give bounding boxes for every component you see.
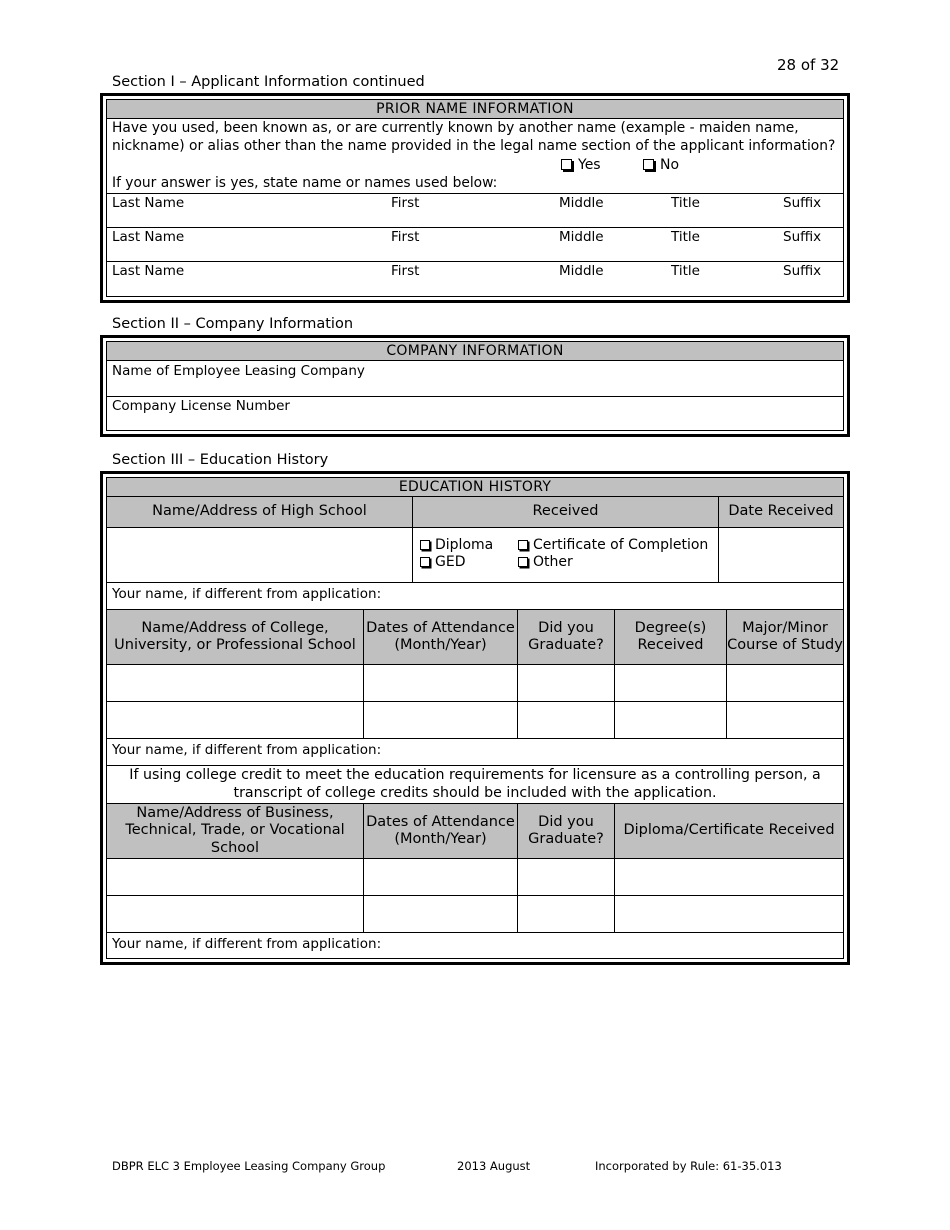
ged-option[interactable] <box>420 554 465 570</box>
last-name-label: Last Name <box>112 229 185 245</box>
prior-name-question-line2: nickname) or alias other than the name provided in the legal name section of the applicant information? <box>112 138 836 154</box>
certificate-label: Certificate of Completion <box>533 537 709 553</box>
col-date-received: Date Received <box>728 503 834 520</box>
col-college-degree: Degree(s) Received <box>634 619 707 653</box>
company-license-label: Company License Number <box>112 398 290 414</box>
section-1-title: Section I – Applicant Information continued <box>112 74 425 90</box>
col-vocational-name: Name/Address of Business, Technical, Trade, or Vocational School <box>125 804 345 856</box>
middle-name-label: Middle <box>559 195 604 211</box>
title-label: Title <box>671 229 700 245</box>
suffix-label: Suffix <box>783 229 822 245</box>
first-name-label: First <box>391 229 420 245</box>
col-college-graduate: Did you Graduate? <box>528 619 604 653</box>
company-info-section <box>100 335 850 437</box>
no-option[interactable] <box>643 157 679 173</box>
col-vocational-diploma: Diploma/Certificate Received <box>623 822 835 839</box>
title-label: Title <box>671 195 700 211</box>
col-received: Received <box>532 503 599 520</box>
col-college-major: Major/Minor Course of Study <box>727 619 843 653</box>
first-name-label: First <box>391 263 420 279</box>
middle-name-label: Middle <box>559 229 604 245</box>
col-vocational-dates: Dates of Attendance (Month/Year) <box>366 813 515 847</box>
vocational-entry-row[interactable] <box>107 896 843 932</box>
title-label: Title <box>671 263 700 279</box>
vocational-entry-row[interactable] <box>107 859 843 895</box>
col-college-dates: Dates of Attendance (Month/Year) <box>366 619 515 653</box>
last-name-label: Last Name <box>112 263 185 279</box>
page-number: 28 of 32 <box>777 56 840 74</box>
company-name-label: Name of Employee Leasing Company <box>112 363 365 379</box>
last-name-label: Last Name <box>112 195 185 211</box>
diploma-option[interactable] <box>420 537 493 553</box>
certificate-checkbox[interactable] <box>518 540 528 550</box>
other-checkbox[interactable] <box>518 557 528 567</box>
college-credit-note: If using college credit to meet the education requirements for licensure as a controlling person, a transcript of college credits should be included with the application. <box>129 767 821 801</box>
yes-option[interactable] <box>561 157 601 173</box>
college-entry-row[interactable] <box>107 702 843 738</box>
prior-name-section <box>100 93 850 303</box>
ged-checkbox[interactable] <box>420 557 430 567</box>
prior-name-header: PRIOR NAME INFORMATION <box>107 100 843 119</box>
suffix-label: Suffix <box>783 195 822 211</box>
section-2-title: Section II – Company Information <box>112 316 354 332</box>
footer-rule: Incorporated by Rule: 61-35.013 <box>595 1159 782 1173</box>
college-entry-row[interactable] <box>107 665 843 701</box>
footer-form-name: DBPR ELC 3 Employee Leasing Company Group <box>112 1159 386 1173</box>
col-vocational-graduate: Did you Graduate? <box>528 813 604 847</box>
yes-label: Yes <box>578 157 601 173</box>
other-option[interactable] <box>518 554 573 570</box>
college-your-name-field[interactable]: Your name, if different from application: <box>112 742 382 758</box>
diploma-checkbox[interactable] <box>420 540 430 550</box>
certificate-option[interactable] <box>518 537 708 553</box>
vocational-your-name-field[interactable]: Your name, if different from application: <box>112 936 382 952</box>
company-info-header: COMPANY INFORMATION <box>107 342 843 361</box>
other-label: Other <box>533 554 573 570</box>
suffix-label: Suffix <box>783 263 822 279</box>
col-high-school-name: Name/Address of High School <box>152 503 367 520</box>
education-history-section <box>100 471 850 965</box>
middle-name-label: Middle <box>559 263 604 279</box>
diploma-label: Diploma <box>435 537 494 553</box>
prior-name-instruction: If your answer is yes, state name or names used below: <box>112 175 498 191</box>
footer-date: 2013 August <box>457 1159 531 1173</box>
high-school-your-name-field[interactable]: Your name, if different from application: <box>112 586 382 602</box>
education-history-header: EDUCATION HISTORY <box>107 478 843 497</box>
yes-checkbox[interactable] <box>561 159 572 170</box>
first-name-label: First <box>391 195 420 211</box>
ged-label: GED <box>435 554 466 570</box>
no-label: No <box>660 157 680 173</box>
col-college-name: Name/Address of College, University, or Professional School <box>114 619 356 653</box>
section-3-title: Section III – Education History <box>112 452 329 468</box>
no-checkbox[interactable] <box>643 159 654 170</box>
prior-name-question-line1: Have you used, been known as, or are currently known by another name (example - maiden name, <box>112 120 799 136</box>
